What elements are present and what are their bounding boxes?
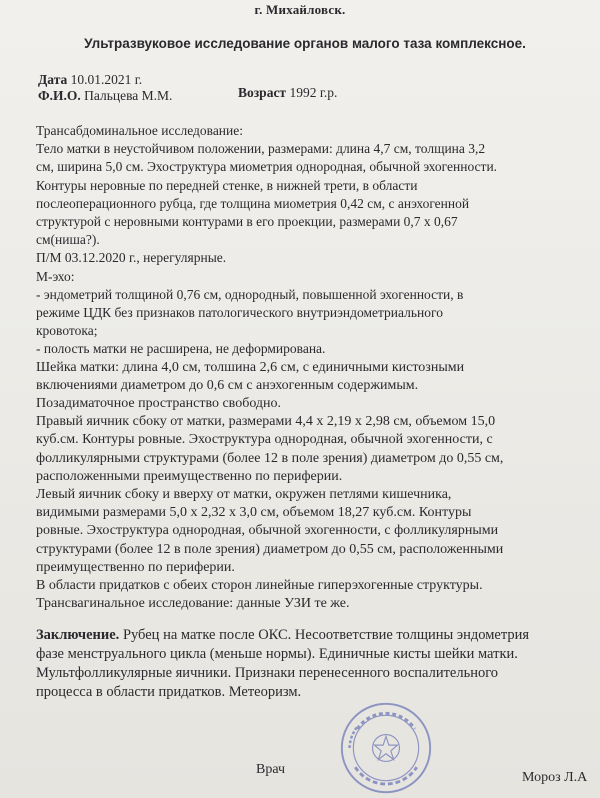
body-line: кровотока; — [36, 323, 98, 339]
body-line: Левый яичник сбоку и вверху от матки, окружен петлями кишечника, — [36, 487, 452, 503]
body-line: структурой с неровными контурами в его проекции, размерами 0,7 х 0,67 — [36, 214, 458, 230]
body-line: П/М 03.12.2020 г., нерегулярные. — [36, 250, 227, 266]
date-field — [38, 72, 142, 88]
body-line: Позадиматочное пространство свободно. — [36, 396, 282, 412]
body-line: видимыми размерами 5,0 х 2,32 х 3,0 см, объемом 18,27 куб.см. Контуры — [36, 505, 472, 521]
conclusion-section — [36, 626, 598, 702]
doctor-name: Мороз Л.А — [522, 770, 588, 785]
conclusion-line — [36, 626, 598, 645]
body-line: - полость матки не расширена, не деформирована. — [36, 341, 326, 357]
body-line: фолликулярными структурами (более 12 в поле зрения) диаметром до 0,55 см, — [36, 450, 504, 466]
body-line: послеоперационного рубца, где толщина миометрия 0,42 см, с анэхогенной — [36, 195, 470, 211]
name-value: Пальцева М.М. — [84, 88, 173, 103]
body-line: Правый яичник сбоку от матки, размерами 4,4 х 2,19 х 2,98 см, объемом 15,0 — [36, 414, 496, 430]
body-line: В области придатков с обеих сторон линейные гиперэхогенные структуры. — [36, 578, 483, 594]
body-line: расположенными преимущественно по периферии. — [36, 468, 343, 484]
conclusion-line: фазе менструального цикла (меньше нормы). Единичные кисты шейки матки. — [36, 646, 518, 662]
city-header: г. Михайловск. — [254, 2, 346, 17]
body-line: Трансабдоминальное исследование: — [36, 123, 244, 138]
name-label: Ф.И.О. — [38, 88, 81, 103]
age-field — [238, 85, 337, 101]
body-line: Тело матки в неустойчивом положении, размерами: длина 4,7 см, толщина 3,2 — [36, 141, 486, 157]
conclusion-label: Заключение. — [36, 627, 120, 643]
body-line: Контуры неровные по передней стенке, в нижней трети, в области — [36, 177, 418, 193]
conclusion-text: Рубец на матке после ОКС. Несоответствие толщины эндометрия — [119, 627, 530, 643]
examination-body — [36, 122, 592, 613]
age-value: 1992 г.р. — [289, 85, 338, 100]
date-label: Дата — [38, 72, 68, 87]
body-line: Трансвагинальное исследование: данные УЗИ те же. — [36, 596, 350, 612]
body-line: ровные. Эхоструктура однородная, обычной эхогенности, с фолликулярными — [36, 523, 499, 539]
body-line: Шейка матки: длина 4,0 см, толшина 2,6 см, с единичными кистозными — [36, 359, 465, 375]
doctor-label: Врач — [256, 762, 286, 777]
name-field — [38, 88, 172, 104]
body-line: включениями диаметром до 0,6 см с анэхогенным содержимым. — [36, 377, 419, 393]
clinic-stamp — [338, 700, 434, 796]
date-value: 10.01.2021 г. — [70, 72, 143, 87]
body-line: куб.см. Контуры ровные. Эхоструктура однородная, обычной эхогенности, с — [36, 432, 493, 448]
body-line: см, ширина 5,0 см. Эхоструктура миометрия однородная, обычной эхогенности. — [36, 159, 498, 175]
body-line: см(ниша?). — [36, 232, 100, 248]
body-line: М-эхо: — [36, 268, 75, 284]
conclusion-line: процесса в области придатков. Метеоризм. — [36, 684, 302, 700]
body-line: преимущественно по периферии. — [36, 559, 235, 575]
body-line: - эндометрий толщиной 0,76 см, однородный, повышенной эхогенности, в — [36, 286, 464, 302]
document-title: Ультразвуковое исследование органов малого таза комплексное. — [84, 36, 526, 51]
conclusion-line: Мультфолликулярные яичники. Признаки перенесенного воспалительного — [36, 665, 499, 681]
body-line: режиме ЦДК без признаков патологического внутриэндометриального — [36, 305, 443, 321]
body-line: структурами (более 12 в поле зрения) диаметром до 0,55 см, расположенными — [36, 541, 504, 557]
age-label: Возраст — [238, 85, 287, 100]
